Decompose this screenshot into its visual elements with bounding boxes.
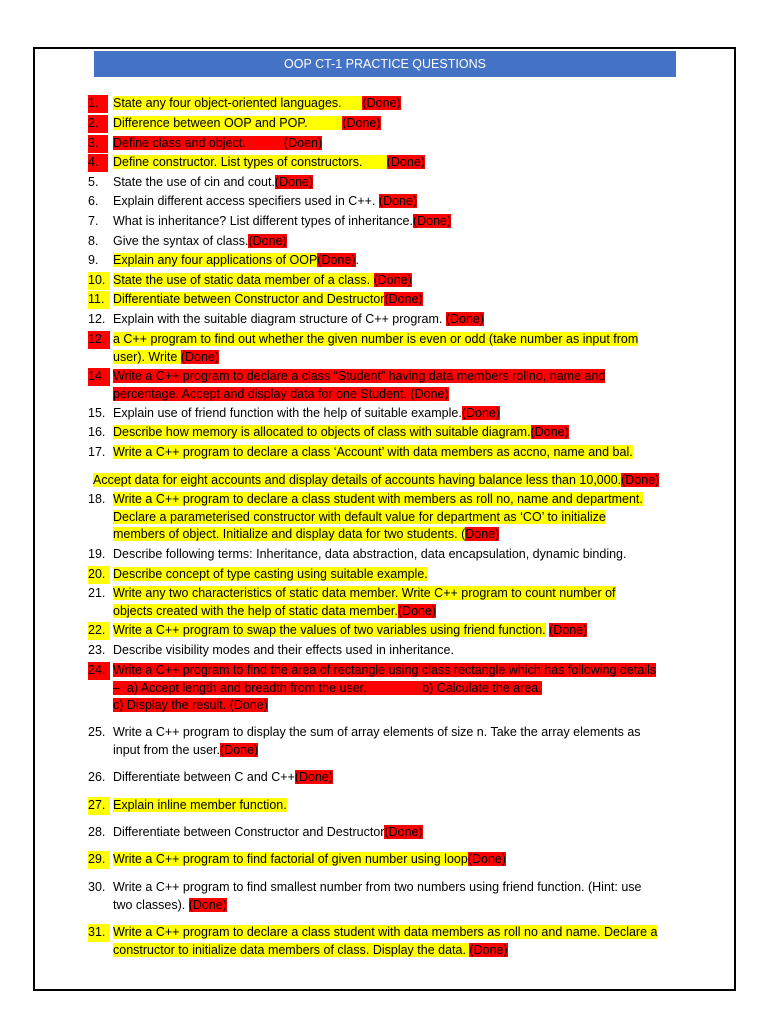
question-text-line2: constructor to initialize data members of class. Display the data. <box>113 942 466 957</box>
item-number: 12. <box>88 312 106 326</box>
question-text-line2: Accept data for eight accounts and display details of accounts having balance less than 10,000. <box>93 473 622 487</box>
question-text: a C++ program to find out whether the given number is even or odd (take number as input from <box>113 332 639 346</box>
done-badge: (Done) <box>294 770 334 784</box>
question-text-line2: user). Write <box>113 349 178 364</box>
done-badge: (Done) <box>180 349 220 364</box>
question-text-line2: input from the user. <box>113 742 221 757</box>
gap <box>246 136 284 150</box>
item-number: 15. <box>88 406 106 420</box>
question-text: Explain different access specifiers used in C++. <box>113 194 376 208</box>
item-number: 27. <box>88 797 110 815</box>
item-number: 22. <box>88 622 110 640</box>
question-text-line3: c) Display the result. (Done) <box>113 698 268 712</box>
item-number: 19. <box>88 547 106 561</box>
page-title <box>94 51 676 77</box>
question-text-line2: objects created with the help of static data member. <box>113 603 398 618</box>
done-badge: (Done) <box>274 175 314 189</box>
item-number: 10. <box>88 272 110 290</box>
question-text: Write a C++ program to find factorial of given number using loop <box>113 852 468 866</box>
question-text-line2: Declare a parameterised constructor with default value for department as ‘CO’ to initialize <box>113 509 606 524</box>
done-badge: (Done) <box>362 96 401 110</box>
item-number: 24. <box>88 662 110 680</box>
question-text: Describe concept of type casting using suitable example. <box>113 567 428 581</box>
item-number: 21. <box>88 586 106 600</box>
done-badge: (Done) <box>188 897 227 912</box>
question-text: Write a C++ program to find the area of rectangle using class rectangle which has following details <box>113 663 657 677</box>
question-text: Explain with the suitable diagram structure of C++ program. <box>113 312 443 326</box>
done-badge: (Done) <box>384 825 423 839</box>
done-badge: (Done) <box>469 942 508 957</box>
item-number: 1. <box>88 95 108 113</box>
question-text: Write a C++ program to declare a class “Student” having data members rollno, name and <box>113 369 606 383</box>
item-number: 25. <box>88 725 106 739</box>
done-badge: (Done) <box>378 194 418 208</box>
done-badge: (Done) <box>373 273 412 287</box>
item-number: 5. <box>88 175 99 189</box>
question-text: Describe following terms: Inheritance, data abstraction, data encapsulation, dynamic binding. <box>113 547 627 561</box>
question-text-line2: percentage. Accept and display data for one Student. <box>113 386 407 401</box>
done-badge: (Done) <box>220 742 259 757</box>
gap <box>362 155 386 169</box>
question-text: What is inheritance? List different types of inheritance. <box>113 214 413 228</box>
question-text: State the use of static data member of a class. <box>113 273 371 287</box>
tail: . <box>355 253 359 267</box>
item-number: 23. <box>88 643 106 657</box>
question-text: Describe visibility modes and their effects used in inheritance. <box>113 643 454 657</box>
done-badge: (Done) <box>530 425 569 439</box>
question-text: Explain any four applications of OOP <box>113 253 318 267</box>
question-text: Write a C++ program to find smallest number from two numbers using friend function. (Hint: use <box>113 880 642 894</box>
question-text: Write a C++ program to display the sum of array elements of size n. Take the array elements as <box>113 725 641 739</box>
done-badge: (Done) <box>445 312 485 326</box>
question-text: Differentiate between Constructor and Destructor <box>113 825 385 839</box>
item-number: 3. <box>88 135 108 153</box>
gap <box>342 96 363 110</box>
item-number: 14. <box>88 368 110 386</box>
question-text: Write a C++ program to declare a class ‘Account’ with data members as accno, name and bal. <box>113 445 633 459</box>
item-number: 8. <box>88 234 99 248</box>
question-text: Explain use of friend function with the help of suitable example. <box>113 406 462 420</box>
item-number: 12. <box>88 331 110 349</box>
item-number: 2. <box>88 115 108 133</box>
question-text: State any four object-oriented languages. <box>113 96 342 110</box>
question-text-line2: two classes). <box>113 897 186 912</box>
done-badge: (Done) <box>461 406 501 420</box>
item-number: 11. <box>88 291 110 309</box>
question-text: State the use of cin and cout. <box>113 175 275 189</box>
done-badge: (Done) <box>397 603 437 618</box>
item-number: 6. <box>88 194 99 208</box>
done-badge: (Done) <box>386 155 425 169</box>
item-number: 29. <box>88 851 110 869</box>
question-text: Define constructor. List types of constructors. <box>113 155 363 169</box>
done-badge: (Done) <box>621 473 660 487</box>
item-number: 28. <box>88 825 106 839</box>
list-item-continuation <box>93 472 693 490</box>
done-badge: (Done) <box>248 234 287 248</box>
item-number: 17. <box>88 445 106 459</box>
page-title-text: OOP CT-1 PRACTICE QUESTIONS <box>284 57 486 71</box>
item-number: 16. <box>88 425 106 439</box>
item-number: 18. <box>88 492 106 506</box>
done-badge: (Done) <box>384 292 423 306</box>
question-text: Difference between OOP and POP. <box>113 116 308 130</box>
gap <box>308 116 343 130</box>
done-badge: (Done) <box>410 386 449 401</box>
item-number: 7. <box>88 214 99 228</box>
question-text: Differentiate between C and C++ <box>113 770 295 784</box>
question-text-line3: members of object. Initialize and display data for two students. ( <box>113 527 466 541</box>
question-text: Write a C++ program to declare a class student with data members as roll no and name. Declare a <box>113 925 658 939</box>
done-badge: (Done) <box>467 852 507 866</box>
question-text: Differentiate between Constructor and Destructor <box>113 292 385 306</box>
done-badge: Done) <box>465 527 500 541</box>
question-text: Write a C++ program to declare a class student with members as roll no, name and department. <box>113 492 643 506</box>
item-number: 26. <box>88 770 106 784</box>
question-text: Describe how memory is allocated to objects of class with suitable diagram. <box>113 425 531 439</box>
item-number: 9. <box>88 253 99 267</box>
item-number: 31. <box>88 924 110 942</box>
done-badge: (Done) <box>317 253 356 267</box>
done-badge: (Done) <box>549 623 588 637</box>
item-number: 30. <box>88 880 106 894</box>
question-text: Define class and object. <box>113 136 246 150</box>
done-badge: (Done) <box>412 214 452 228</box>
question-text: Write any two characteristics of static data member. Write C++ program to count number of <box>113 586 616 600</box>
item-number: 4. <box>88 154 108 172</box>
done-badge: (Done) <box>342 116 381 130</box>
question-text: Explain inline member function. <box>113 798 287 812</box>
item-number: 20. <box>88 566 110 584</box>
question-text: Give the syntax of class. <box>113 234 249 248</box>
done-badge: (Doen) <box>283 136 323 150</box>
question-text-line2: – a) Accept length and breadth from the user. b) Calculate the area. <box>113 680 542 695</box>
question-text: Write a C++ program to swap the values of two variables using friend function. <box>113 623 546 637</box>
